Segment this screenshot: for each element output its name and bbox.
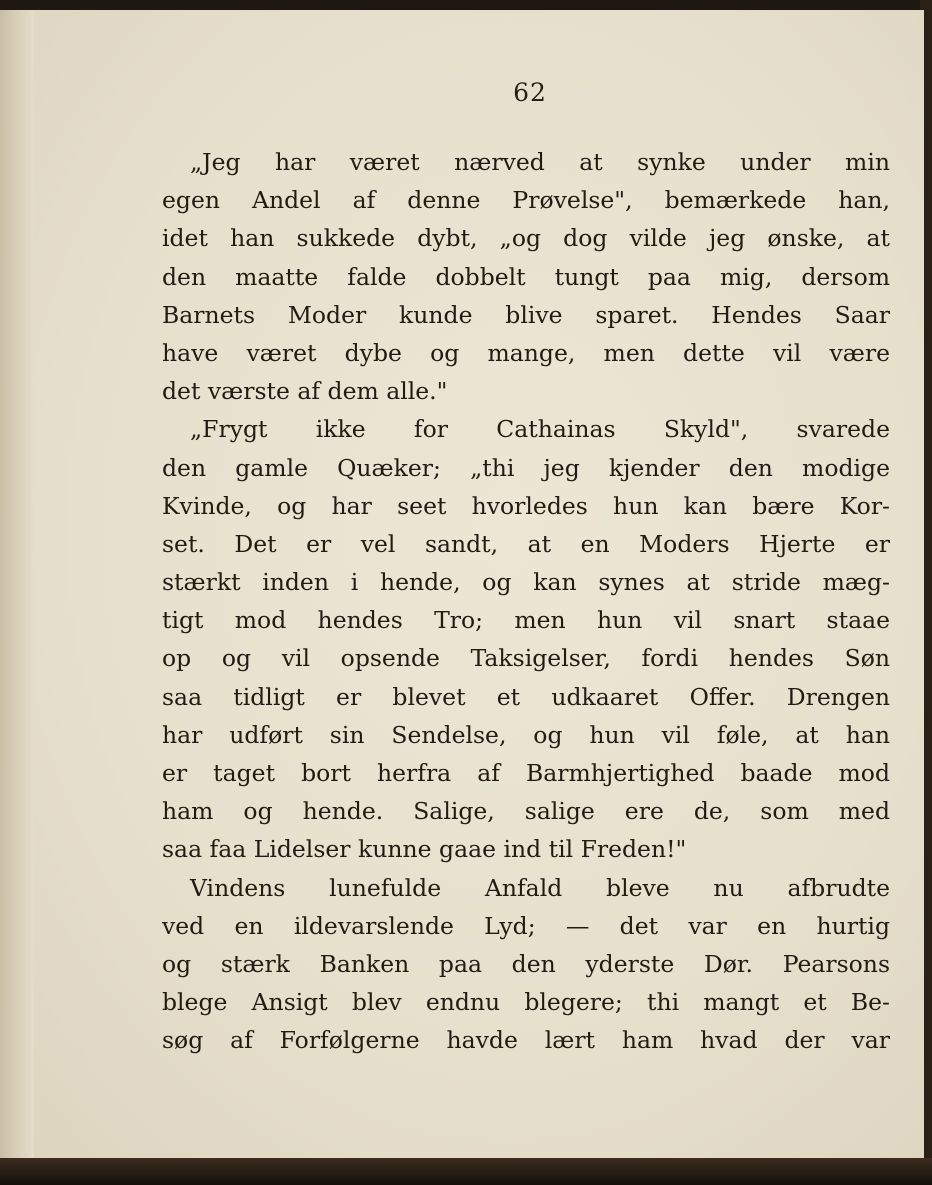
text-line: stærkt inden i hende, og kan synes at stride mæg- — [162, 568, 890, 597]
text-line: „Jeg har været nærved at synke under min — [190, 148, 890, 176]
text-line: er taget bort herfra af Barmhjertighed baade mod — [162, 759, 890, 787]
text-line: have været dybe og mange, men dette vil være — [162, 338, 890, 367]
text-line: Barnets Moder kunde blive sparet. Hendes Saar — [162, 300, 890, 329]
text-line: søg af Forfølgerne havde lært ham hvad der var — [162, 1026, 890, 1055]
text-line: den maatte falde dobbelt tungt paa mig, dersom — [162, 262, 890, 291]
bottom-page-edge — [0, 1158, 932, 1185]
text-line: egen Andel af denne Prøvelse", bemærkede han, — [162, 186, 890, 215]
text-line: tigt mod hendes Tro; men hun vil snart staae — [162, 606, 890, 635]
text-line: op og vil opsende Taksigelser, fordi hendes Søn — [162, 644, 890, 673]
text-line: ham og hende. Salige, salige ere de, som med — [162, 797, 890, 826]
text-line: den gamle Quæker; „thi jeg kjender den modige — [162, 453, 890, 482]
page-gutter — [0, 10, 34, 1160]
text-line: ved en ildevarslende Lyd; — det var en hurtig — [162, 911, 890, 940]
text-line: idet han sukkede dybt, „og dog vilde jeg ønske, at — [162, 224, 890, 253]
text-line: saa tidligt er blevet et udkaaret Offer. Drengen — [162, 682, 890, 711]
text-line: saa faa Lidelser kunne gaae ind til Freden!" — [162, 835, 687, 864]
page-number: 62 — [513, 78, 547, 107]
text-line: set. Det er vel sandt, at en Moders Hjerte er — [162, 529, 890, 558]
body-text — [162, 143, 890, 1060]
text-line: „Frygt ikke for Cathainas Skyld", svarede — [190, 415, 890, 444]
text-line: Vindens lunefulde Anfald bleve nu afbrudte — [190, 873, 890, 902]
text-line: og stærk Banken paa den yderste Dør. Pearsons — [162, 949, 890, 978]
text-line: har udført sin Sendelse, og hun vil føle, at han — [162, 720, 890, 749]
text-line: det værste af dem alle." — [162, 377, 448, 406]
text-line: Kvinde, og har seet hvorledes hun kan bære Kor- — [162, 491, 890, 520]
text-line: blege Ansigt blev endnu blegere; thi mangt et Be- — [162, 988, 890, 1017]
